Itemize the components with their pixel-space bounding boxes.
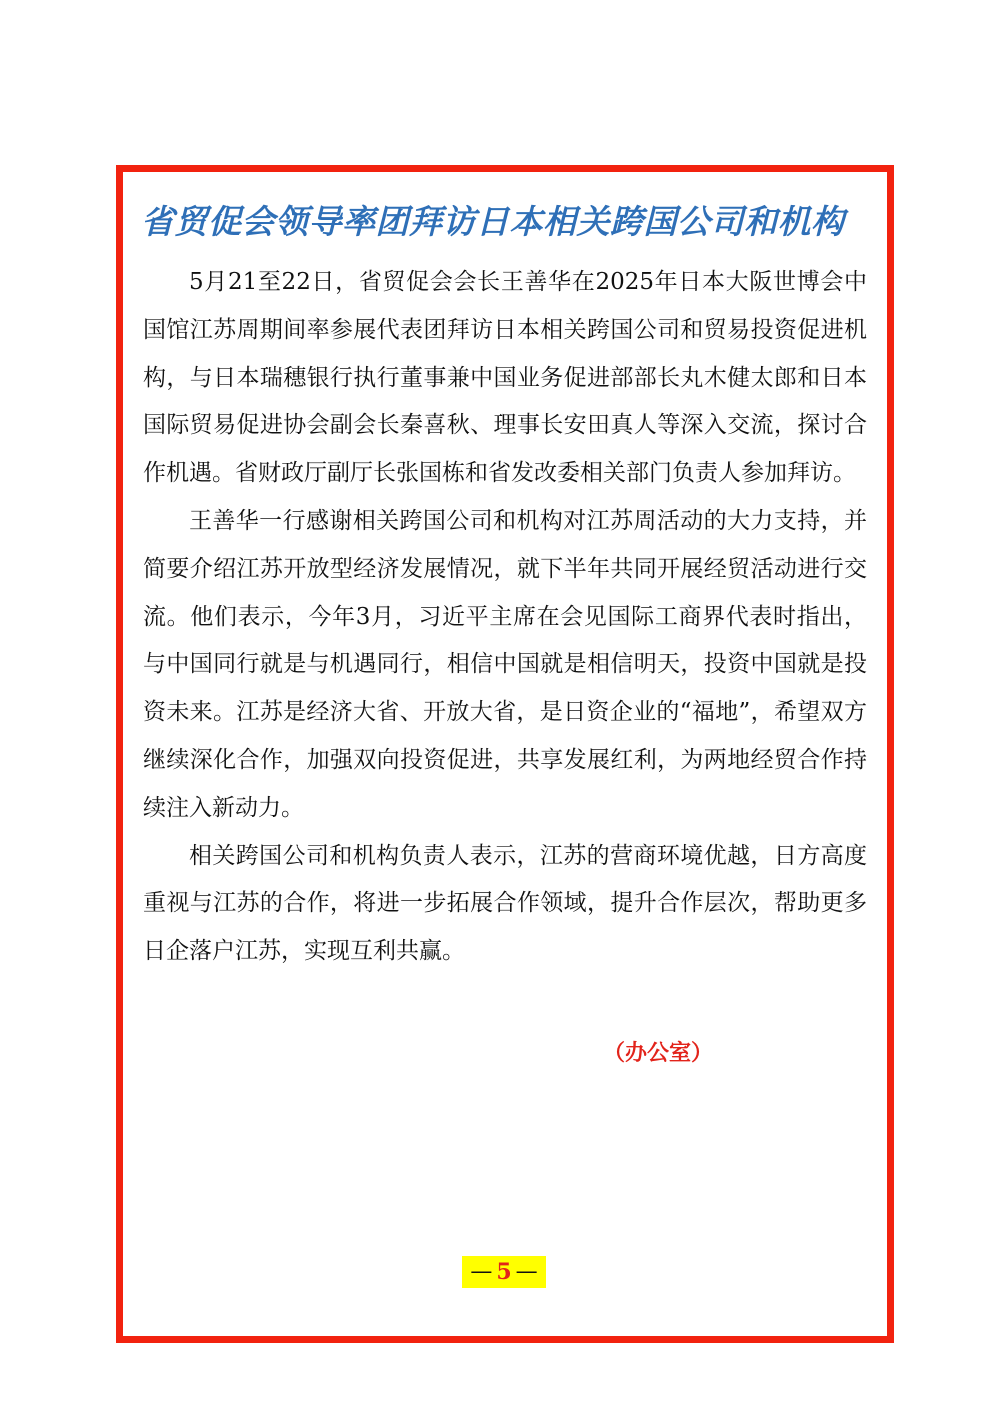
page-number-value: 5: [496, 1259, 512, 1285]
article-title: 省贸促会领导率团拜访日本相关跨国公司和机构: [141, 202, 845, 241]
page-number: [462, 1256, 546, 1288]
paragraph-3: 相关跨国公司和机构负责人表示，江苏的营商环境优越，日方高度重视与江苏的合作，将进一步拓展合作领域，提升合作层次，帮助更多日企落户江苏，实现互利共赢。: [143, 842, 867, 965]
page-number-dash-right: —: [515, 1259, 538, 1284]
signature-office: （办公室）: [603, 1040, 714, 1066]
paragraph-1: 5月21至22日，省贸促会会长王善华在2025年日本大阪世博会中国馆江苏周期间率参展代表团拜访日本相关跨国公司和贸易投资促进机构，与日本瑞穗银行执行董事兼中国业务促进部部长丸木健太郎和日本国际贸易促进协会副会长秦喜秋、理事长安田真人等深入交流，探讨合作机遇。省财政厅副厅长张国栋和省发改委相关部门负责人参加拜访。: [143, 269, 867, 487]
page-frame: [116, 165, 894, 1343]
page-number-dash-left: —: [470, 1259, 493, 1284]
paragraph-2: 王善华一行感谢相关跨国公司和机构对江苏周活动的大力支持，并简要介绍江苏开放型经济发展情况，就下半年共同开展经贸活动进行交流。他们表示，今年3月，习近平主席在会见国际工商界代表时指出，与中国同行就是与机遇同行，相信中国就是相信明天，投资中国就是投资未来。江苏是经济大省、开放大省，是日资企业的“福地”，希望双方继续深化合作，加强双向投资促进，共享发展红利，为两地经贸合作持续注入新动力。: [143, 507, 867, 821]
article-body: [143, 259, 867, 976]
